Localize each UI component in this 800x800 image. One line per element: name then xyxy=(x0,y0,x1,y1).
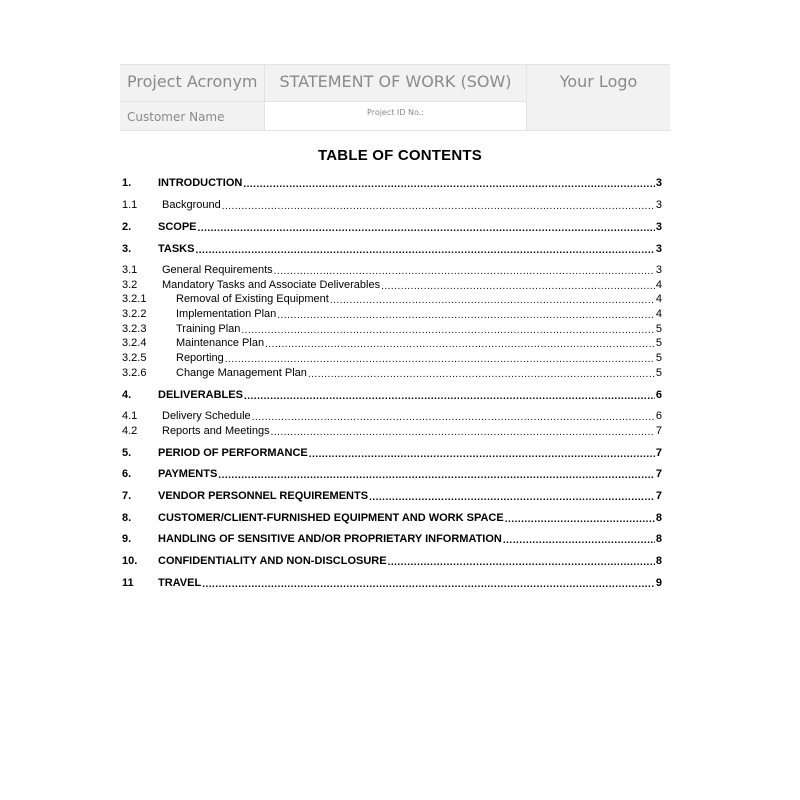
toc-entry-title: Reporting xyxy=(176,352,224,364)
toc-entry-number: 1.1 xyxy=(122,199,138,211)
toc-entry[interactable] xyxy=(122,552,662,568)
toc-dot-leader xyxy=(218,469,655,481)
toc-entry-title: Delivery Schedule xyxy=(162,410,251,422)
toc-entry-title: DELIVERABLES xyxy=(158,389,243,401)
toc-entry[interactable] xyxy=(122,196,662,212)
toc-dot-leader xyxy=(505,513,655,525)
toc-entry[interactable] xyxy=(122,574,662,590)
toc-entry[interactable] xyxy=(122,530,662,546)
toc-entry-title: INTRODUCTION xyxy=(158,177,243,189)
toc-entry-number: 3.2.4 xyxy=(122,337,147,349)
toc-entry-page: 6 xyxy=(655,389,662,401)
toc-dot-leader xyxy=(202,578,655,590)
toc-entry-title: General Requirements xyxy=(162,264,273,276)
customer-name-cell: Customer Name xyxy=(120,101,264,130)
toc-entry-number: 7. xyxy=(122,490,132,502)
toc-entry[interactable] xyxy=(122,334,662,350)
toc-entry-number: 1. xyxy=(122,177,132,189)
toc-entry-number: 11 xyxy=(122,577,134,589)
toc-entry[interactable] xyxy=(122,364,662,380)
toc-entry[interactable] xyxy=(122,422,662,438)
toc-entry-title: Mandatory Tasks and Associate Deliverables xyxy=(162,279,381,291)
toc-entry[interactable] xyxy=(122,218,662,234)
toc-dot-leader xyxy=(244,390,655,402)
toc-entry-page: 3 xyxy=(655,199,662,211)
toc-entry-page: 6 xyxy=(655,410,662,422)
toc-entry-page: 8 xyxy=(655,512,662,524)
toc-entry-title: Reports and Meetings xyxy=(162,425,270,437)
toc-entry-page: 4 xyxy=(655,308,662,320)
toc-entry-title: TRAVEL xyxy=(158,577,202,589)
toc-entry-number: 3. xyxy=(122,243,132,255)
toc-dot-leader xyxy=(309,448,655,460)
toc-entry-page: 9 xyxy=(655,577,662,589)
toc-entry-number: 3.2.2 xyxy=(122,308,147,320)
toc-entry-number: 9. xyxy=(122,533,132,545)
toc-entry-title: Training Plan xyxy=(176,323,241,335)
toc-entry-title: Maintenance Plan xyxy=(176,337,265,349)
toc-entry-title: Removal of Existing Equipment xyxy=(176,293,329,305)
toc-dot-leader xyxy=(503,534,655,546)
toc-entry-number: 3.2.1 xyxy=(122,293,147,305)
toc-entry-title: PAYMENTS xyxy=(158,468,218,480)
project-acronym-cell: Project Acronym xyxy=(120,65,264,101)
toc-entry-page: 7 xyxy=(655,447,662,459)
toc-entry-number: 3.2.3 xyxy=(122,323,147,335)
toc-entry[interactable] xyxy=(122,444,662,460)
toc-entry-page: 5 xyxy=(655,323,662,335)
toc-heading: TABLE OF CONTENTS xyxy=(318,147,482,164)
toc-entry-page: 5 xyxy=(655,337,662,349)
toc-entry-title: PERIOD OF PERFORMANCE xyxy=(158,447,308,459)
logo-placeholder-cell: Your Logo xyxy=(526,65,670,130)
toc-entry[interactable] xyxy=(122,174,662,190)
toc-dot-leader xyxy=(195,244,654,256)
toc-entry-title: Background xyxy=(162,199,221,211)
project-id-cell: Project ID No.: xyxy=(264,101,526,130)
toc-dot-leader xyxy=(308,368,655,380)
toc-dot-leader xyxy=(222,200,655,212)
toc-entry-page: 8 xyxy=(655,555,662,567)
toc-entry[interactable] xyxy=(122,407,662,423)
toc-entry-title: CUSTOMER/CLIENT-FURNISHED EQUIPMENT AND WORK SPACE xyxy=(158,512,504,524)
toc-entry-title: VENDOR PERSONNEL REQUIREMENTS xyxy=(158,490,369,502)
toc-entry-title: HANDLING OF SENSITIVE AND/OR PROPRIETARY INFORMATION xyxy=(158,533,502,545)
toc-entry-number: 3.2.6 xyxy=(122,367,147,379)
toc-dot-leader xyxy=(271,426,655,438)
toc-entry[interactable] xyxy=(122,465,662,481)
toc-entry-title: SCOPE xyxy=(158,221,197,233)
toc-dot-leader xyxy=(198,222,655,234)
toc-entry-number: 6. xyxy=(122,468,132,480)
toc-entry-page: 3 xyxy=(655,264,662,276)
toc-entry-page: 3 xyxy=(655,243,662,255)
toc-entry-page: 5 xyxy=(655,367,662,379)
toc-entry[interactable] xyxy=(122,290,662,306)
toc-entry[interactable] xyxy=(122,240,662,256)
toc-entry-number: 8. xyxy=(122,512,132,524)
toc-entry-title: Implementation Plan xyxy=(176,308,277,320)
toc-entry-page: 8 xyxy=(655,533,662,545)
toc-entry-page: 3 xyxy=(655,177,662,189)
toc-entry-page: 7 xyxy=(655,468,662,480)
toc-dot-leader xyxy=(369,491,655,503)
toc-entry-page: 3 xyxy=(655,221,662,233)
toc-dot-leader xyxy=(243,178,655,190)
document-header-table xyxy=(120,64,670,131)
toc-entry-number: 4.1 xyxy=(122,410,138,422)
toc-entry-number: 5. xyxy=(122,447,132,459)
toc-dot-leader xyxy=(388,556,655,568)
toc-entry[interactable] xyxy=(122,305,662,321)
toc-entry-page: 4 xyxy=(655,279,662,291)
toc-entry[interactable] xyxy=(122,349,662,365)
toc-entry-number: 4.2 xyxy=(122,425,138,437)
toc-entry-number: 10. xyxy=(122,555,138,567)
toc-entry-title: Change Management Plan xyxy=(176,367,307,379)
toc-entry-page: 7 xyxy=(655,490,662,502)
toc-entry[interactable] xyxy=(122,386,662,402)
toc-entry-number: 3.2 xyxy=(122,279,138,291)
document-title-cell: STATEMENT OF WORK (SOW) xyxy=(264,65,526,101)
toc-entry-number: 4. xyxy=(122,389,132,401)
toc-entry-page: 4 xyxy=(655,293,662,305)
toc-entry-page: 7 xyxy=(655,425,662,437)
toc-entry-number: 3.1 xyxy=(122,264,138,276)
toc-entry-number: 2. xyxy=(122,221,132,233)
toc-entry-title: CONFIDENTIALITY AND NON-DISCLOSURE xyxy=(158,555,387,567)
toc-entry-number: 3.2.5 xyxy=(122,352,147,364)
toc-entry-page: 5 xyxy=(655,352,662,364)
toc-entry[interactable] xyxy=(122,487,662,503)
toc-entry[interactable] xyxy=(122,261,662,277)
toc-entry[interactable] xyxy=(122,509,662,525)
toc-entry-title: TASKS xyxy=(158,243,195,255)
